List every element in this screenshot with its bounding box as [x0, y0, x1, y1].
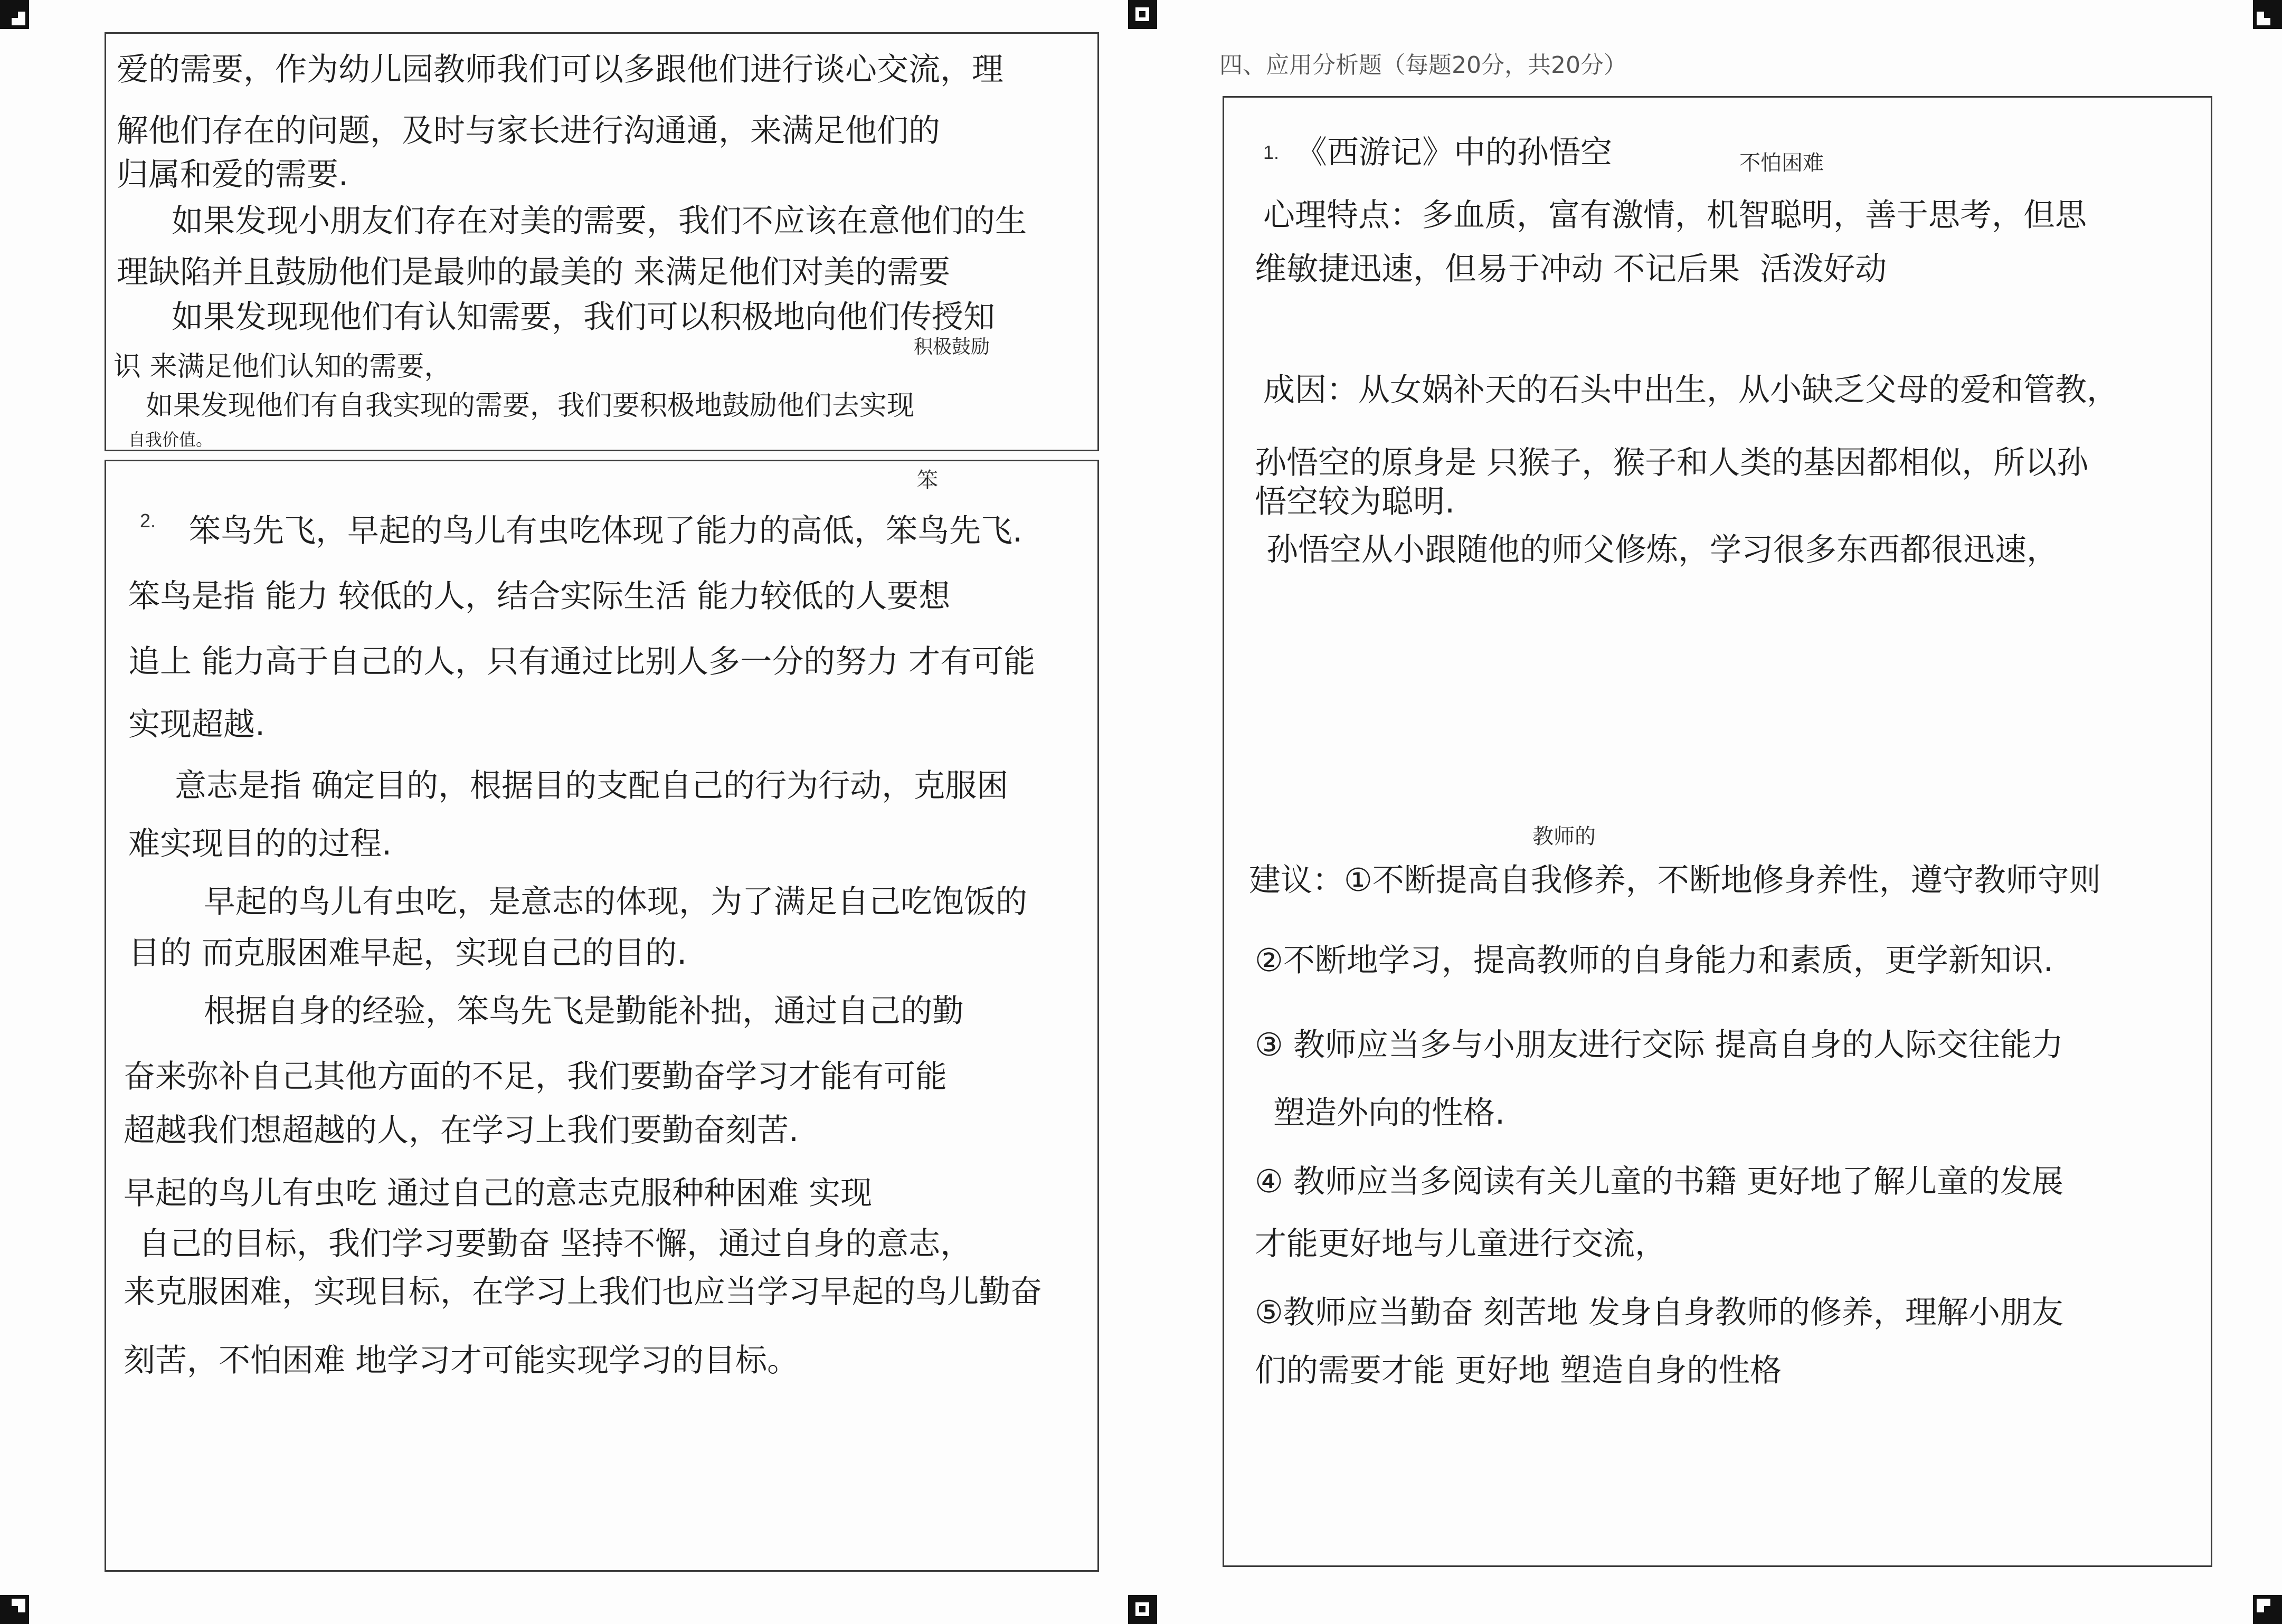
- section-heading: 四、应用分析题（每题20分，共20分）: [1219, 52, 1627, 79]
- answer-line: 理缺陷并且鼓励他们是最帅的最美的 来满足他们对美的需要: [117, 254, 951, 291]
- registration-mark-top-center: [1128, 0, 1157, 29]
- answer-line: 如果发现他们有自我实现的需要，我们要积极地鼓励他们去实现: [146, 390, 915, 422]
- answer-box-continuation: [105, 32, 1099, 451]
- answer-box-application-analysis: [1223, 96, 2212, 1567]
- answer-line: 追上 能力高于自己的人，只有通过比别人多一分的努力 才有可能: [128, 643, 1036, 680]
- answer-line: 刻苦，不怕困难 地学习才可能实现学习的目标。: [124, 1342, 799, 1379]
- answer-line: 孙悟空的原身是 只猴子，猴子和人类的基因都相似，所以孙: [1255, 444, 2089, 481]
- answer-line: 早起的鸟儿有虫吃 通过自己的意志克服种种困难 实现: [124, 1175, 873, 1212]
- question-number: 1.: [1263, 141, 1280, 163]
- registration-mark-bottom-center: [1128, 1595, 1157, 1624]
- answer-line: ②不断地学习，提高教师的自身能力和素质，更学新知识.: [1255, 942, 2053, 979]
- answer-line: 维敏捷迅速，但易于冲动 不记后果 活泼好动: [1255, 251, 1887, 288]
- answer-line: 建议：①不断提高自我修养，不断地修身养性，遵守教师守则: [1249, 862, 2101, 899]
- registration-mark-top-right: [2253, 0, 2282, 29]
- answer-line: 难实现目的的过程.: [128, 825, 392, 862]
- answer-line: 爱的需要，作为幼儿园教师我们可以多跟他们进行谈心交流，理: [117, 51, 1003, 88]
- answer-line: 《西游记》中的孙悟空: [1295, 134, 1612, 171]
- answer-line: 目的 而克服困难早起，实现自己的目的.: [128, 935, 687, 972]
- answer-line: 塑造外向的性格.: [1273, 1095, 1505, 1132]
- answer-line: 意志是指 确定目的，根据目的支配自己的行为行动，克服困: [175, 767, 1009, 804]
- answer-line: 自己的目标，我们学习要勤奋 坚持不懈，通过自身的意志，: [138, 1226, 972, 1262]
- registration-mark-bottom-right: [2253, 1595, 2282, 1624]
- answer-line: ④ 教师应当多阅读有关儿童的书籍 更好地了解儿童的发展: [1255, 1163, 2063, 1200]
- handwritten-insertion: 笨: [917, 468, 938, 492]
- answer-line: ⑤教师应当勤奋 刻苦地 发身自身教师的修养，理解小朋友: [1255, 1294, 2063, 1331]
- answer-line: 解他们存在的问题，及时与家长进行沟通通，来满足他们的: [117, 112, 940, 149]
- answer-line: ③ 教师应当多与小朋友进行交际 提高自身的人际交往能力: [1255, 1027, 2063, 1063]
- answer-line: 心理特点：多血质，富有激情，机智聪明，善于思考，但思: [1263, 197, 2087, 234]
- handwritten-insertion: 不怕困难: [1739, 151, 1824, 175]
- answer-line: 成因：从女娲补天的石头中出生，从小缺乏父母的爱和管教，: [1263, 372, 2118, 409]
- answer-line: 们的需要才能 更好地 塑造自身的性格: [1255, 1352, 1782, 1389]
- answer-line: 实现超越.: [128, 706, 266, 743]
- registration-mark-top-left: [0, 0, 29, 29]
- answer-line: 根据自身的经验，笨鸟先飞是勤能补拙，通过自己的勤: [204, 993, 964, 1030]
- answer-line: 来克服困难，实现目标，在学习上我们也应当学习早起的鸟儿勤奋: [124, 1274, 1042, 1310]
- answer-line: 笨鸟先飞，早起的鸟儿有虫吃体现了能力的高低，笨鸟先飞.: [189, 512, 1023, 549]
- handwritten-insertion: 教师的: [1532, 824, 1596, 849]
- question-number: 2.: [140, 510, 156, 531]
- handwritten-insertion: 积极鼓励: [914, 336, 990, 358]
- answer-line: 如果发现现他们有认知需要，我们可以积极地向他们传授知: [172, 299, 995, 336]
- answer-line: 超越我们想超越的人，在学习上我们要勤奋刻苦.: [124, 1112, 799, 1149]
- answer-line: 自我价值。: [128, 430, 213, 450]
- answer-line: 如果发现小朋友们存在对美的需要，我们不应该在意他们的生: [172, 203, 1027, 240]
- answer-line: 孙悟空从小跟随他的师父修炼，学习很多东西都很迅速，: [1266, 531, 2058, 568]
- answer-line: 才能更好地与儿童进行交流，: [1255, 1226, 1666, 1262]
- registration-mark-bottom-left: [0, 1595, 29, 1624]
- answer-line: 笨鸟是指 能力 较低的人，结合实际生活 能力较低的人要想: [128, 578, 951, 615]
- answer-line: 奋来弥补自己其他方面的不足，我们要勤奋学习才能有可能: [124, 1058, 947, 1095]
- answer-line: 悟空较为聪明.: [1255, 483, 1455, 520]
- answer-line: 早起的鸟儿有虫吃，是意志的体现，为了满足自己吃饱饭的: [204, 884, 1027, 920]
- answer-line: 识 来满足他们认知的需要，: [113, 351, 452, 383]
- answer-line: 归属和爱的需要.: [117, 156, 349, 193]
